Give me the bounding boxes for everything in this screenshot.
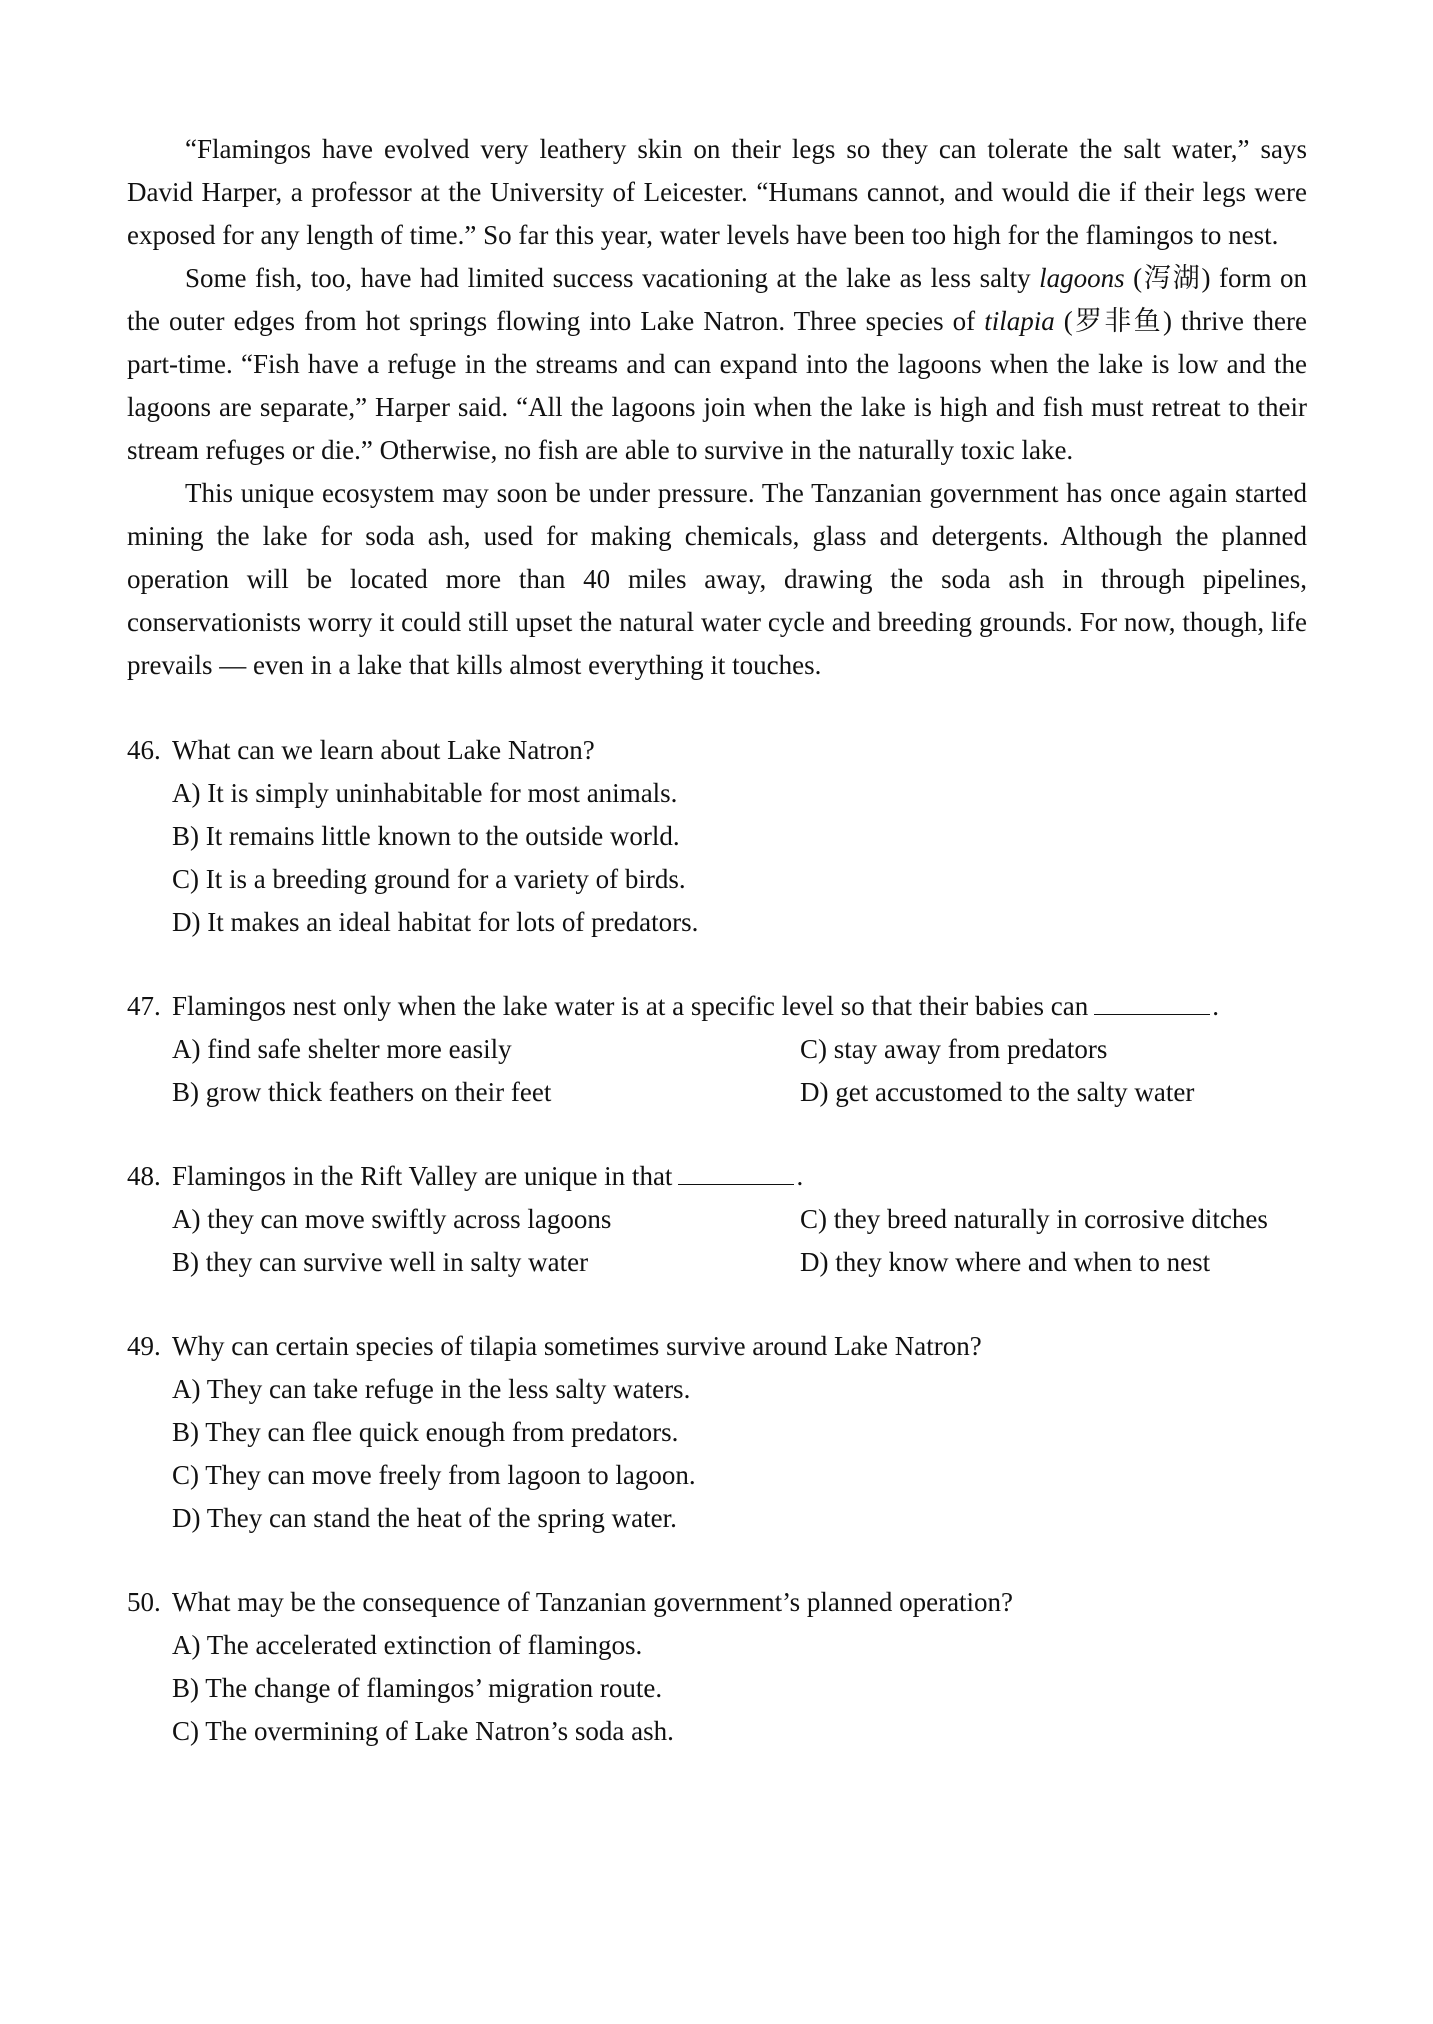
question-number: 47. <box>127 991 161 1021</box>
question-49 <box>127 1325 1307 1540</box>
question-text: Flamingos nest only when the lake water is at a specific level so that their babies can <box>172 991 1089 1021</box>
answer-option: C) stay away from predators <box>800 1034 1108 1064</box>
answer-option: B) They can flee quick enough from predators. <box>172 1417 679 1447</box>
question-stem <box>127 729 1307 772</box>
answer-option: A) The accelerated extinction of flamingos. <box>172 1630 643 1660</box>
reading-passage <box>127 128 1307 687</box>
question-50 <box>127 1581 1307 1753</box>
answer-option: C) They can move freely from lagoon to lagoon. <box>172 1460 696 1490</box>
answer-options <box>172 772 1307 944</box>
answer-options <box>172 1028 1307 1114</box>
passage-text: “Flamingos have evolved very leathery skin on their legs so they can tolerate the salt water,” says David Harper, a professor at the University of Leicester. “Humans cannot, and would die if their legs were exposed for any length of time.” So far this year, water levels have been too high for the flamingos to nest. <box>127 134 1307 250</box>
answer-option: B) they can survive well in salty water <box>172 1247 589 1277</box>
question-number: 49. <box>127 1331 161 1361</box>
answer-options <box>172 1198 1307 1284</box>
question-number: 50. <box>127 1587 161 1617</box>
answer-option: A) They can take refuge in the less salty waters. <box>172 1374 691 1404</box>
question-text: What may be the consequence of Tanzanian government’s planned operation? <box>172 1587 1014 1617</box>
answer-option: D) they know where and when to nest <box>800 1247 1211 1277</box>
answer-option: C) The overmining of Lake Natron’s soda ash. <box>172 1716 674 1746</box>
question-46 <box>127 729 1307 944</box>
answer-option: B) grow thick feathers on their feet <box>172 1077 552 1107</box>
answer-option: B) The change of flamingos’ migration route. <box>172 1673 663 1703</box>
answer-option: B) It remains little known to the outside world. <box>172 821 680 851</box>
answer-options <box>172 1368 1307 1540</box>
passage-paragraph <box>127 472 1307 687</box>
stem-end: . <box>1212 991 1219 1021</box>
passage-text: This unique ecosystem may soon be under pressure. The Tanzanian government has once again started mining the lake for soda ash, used for making chemicals, glass and detergents. Although the planned operation will be located more than 40 miles away, drawing the soda ash in through pipelines, conservationists worry it could still upset the natural water cycle and breeding grounds. For now, though, life prevails — even in a lake that kills almost everything it touches. <box>127 478 1307 680</box>
question-stem <box>127 1325 1307 1368</box>
question-text: Why can certain species of tilapia sometimes survive around Lake Natron? <box>172 1331 982 1361</box>
question-48 <box>127 1155 1307 1284</box>
question-text: Flamingos in the Rift Valley are unique in that <box>172 1161 673 1191</box>
italic-term: tilapia <box>984 306 1055 336</box>
question-stem <box>127 985 1307 1028</box>
answer-option: D) They can stand the heat of the spring water. <box>172 1503 677 1533</box>
question-number: 48. <box>127 1161 161 1191</box>
answer-blank <box>1094 992 1210 1015</box>
question-47 <box>127 985 1307 1114</box>
question-stem <box>127 1155 1307 1198</box>
passage-text: Some fish, too, have had limited success vacationing at the lake as less salty <box>185 263 1040 293</box>
stem-end: . <box>796 1161 804 1191</box>
answer-option: D) It makes an ideal habitat for lots of predators. <box>172 907 699 937</box>
answer-option: A) they can move swiftly across lagoons <box>172 1204 612 1234</box>
answer-option: D) get accustomed to the salty water <box>800 1077 1195 1107</box>
answer-options <box>172 1624 1307 1753</box>
answer-option: C) they breed naturally in corrosive ditches <box>800 1204 1268 1234</box>
exam-page <box>127 128 1307 1794</box>
question-text: What can we learn about Lake Natron? <box>172 735 595 765</box>
passage-text: (罗非鱼) thrive there part-time. “Fish have a refuge in the streams and can expand into the lagoons when the lake is low and the lagoons are separate,” Harper said. “All the lagoons join when the lake is high and fish must retreat to their stream refuges or die.” Otherwise, no fish are able to survive in the naturally toxic lake. <box>127 306 1307 465</box>
italic-term: lagoons <box>1039 263 1125 293</box>
answer-option: A) It is simply uninhabitable for most animals. <box>172 778 678 808</box>
passage-paragraph <box>127 257 1307 472</box>
passage-paragraph <box>127 128 1307 257</box>
question-list <box>127 729 1307 1753</box>
answer-option: A) find safe shelter more easily <box>172 1034 512 1064</box>
question-number: 46. <box>127 735 161 765</box>
answer-blank <box>678 1162 794 1185</box>
answer-option: C) It is a breeding ground for a variety of birds. <box>172 864 686 894</box>
question-stem <box>127 1581 1307 1624</box>
passage-text: (泻湖) form on the outer edges from hot springs flowing into Lake Natron. Three species of <box>127 263 1307 336</box>
